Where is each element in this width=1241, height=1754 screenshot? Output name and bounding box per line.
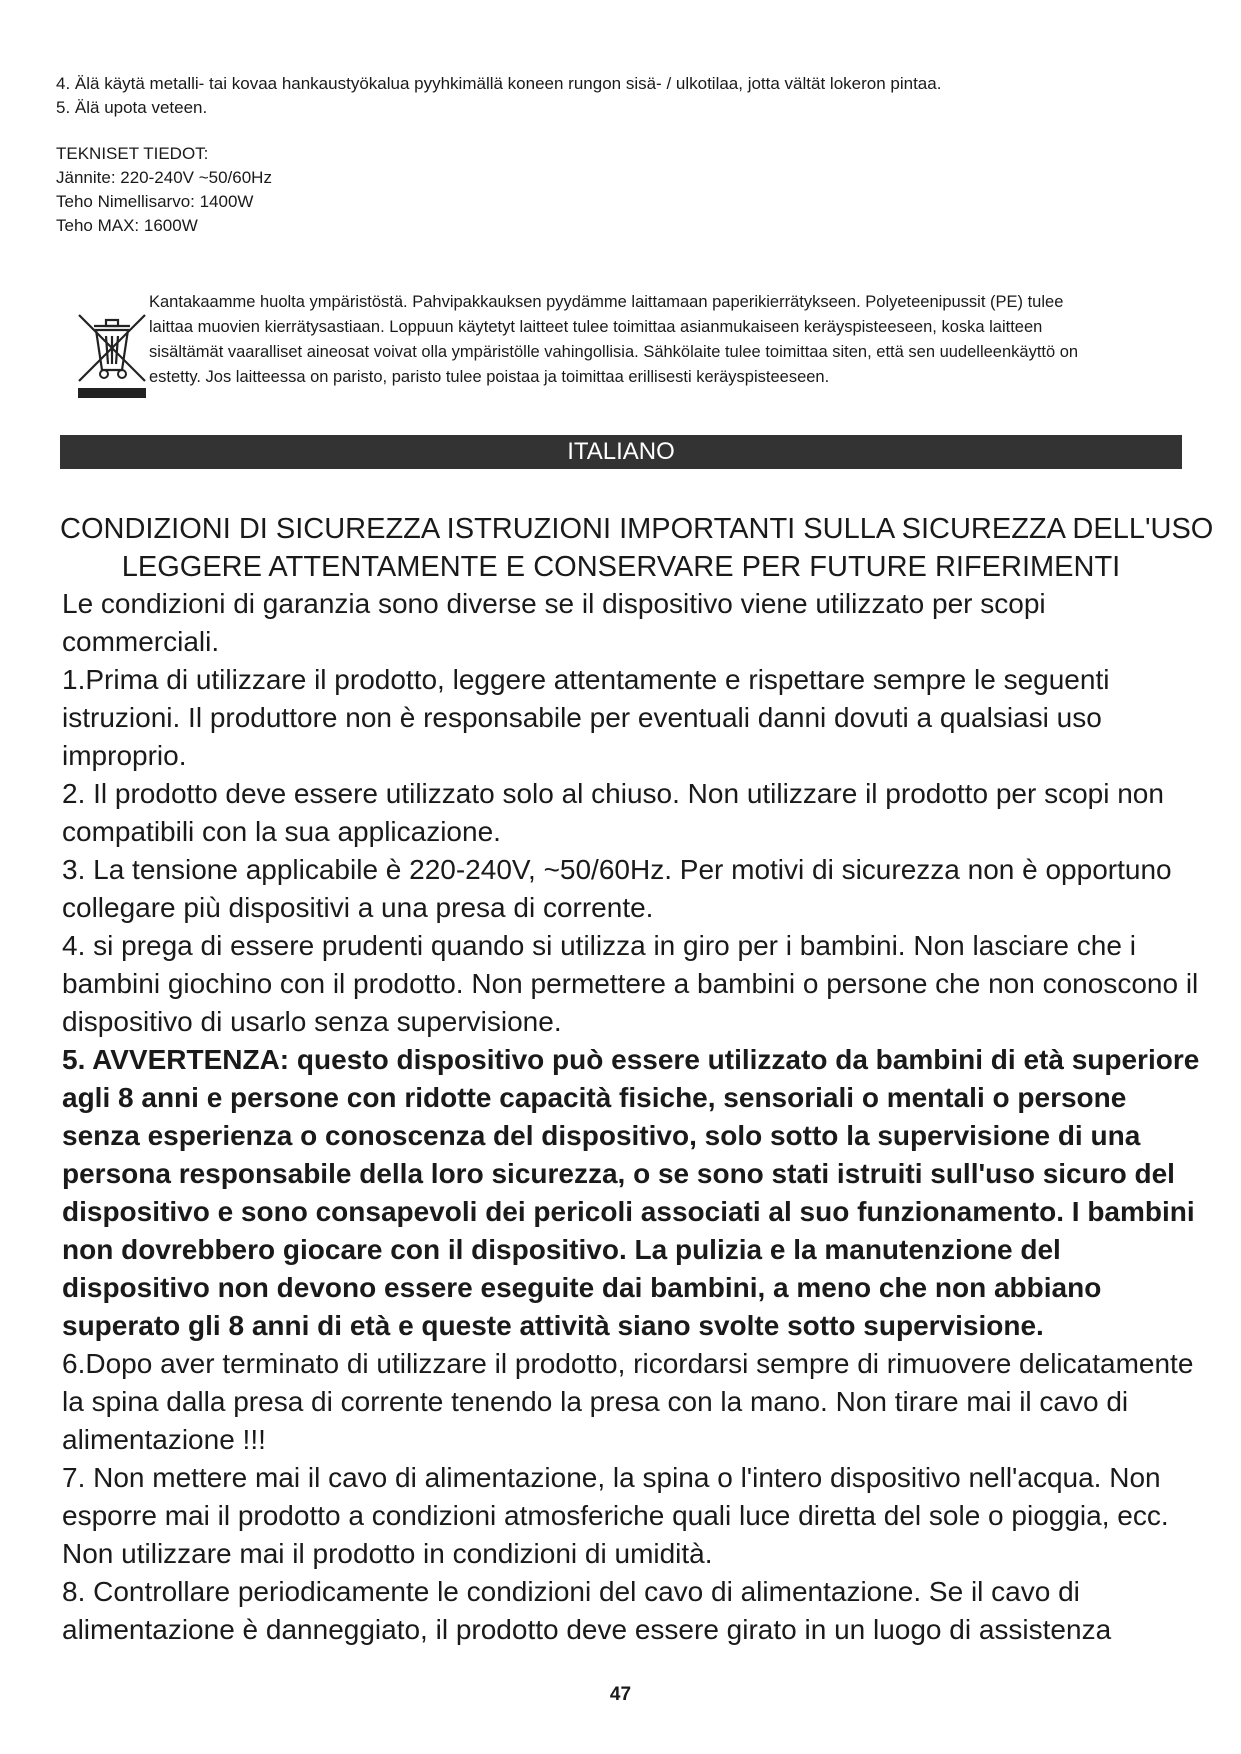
body-line: 6.Dopo aver terminato di utilizzare il prodotto, ricordarsi sempre di rimuovere delicatamente [62,1348,1194,1379]
environment-line: estetty. Jos laitteessa on paristo, paristo tulee poistaa ja toimittaa erillisesti keräyspisteeseen. [149,368,830,386]
body-line: 4. si prega di essere prudenti quando si utilizza in giro per i bambini. Non lasciare che i [62,930,1136,961]
warning-line: 5. AVVERTENZA: questo dispositivo può essere utilizzato da bambini di età superiore [62,1044,1200,1075]
page-number: 47 [609,1684,632,1705]
body-line: Le condizioni di garanzia sono diverse se il dispositivo viene utilizzato per scopi [62,588,1046,619]
environment-notice [149,290,1189,390]
environment-line: sisältämät vaaralliset aineosat voivat olla ympäristölle vahingollisia. Sähkölaite tulee toimittaa siten, että sen uudelleenkäyttö on [149,343,1079,361]
italian-safety-instructions [62,585,1200,1649]
warning-line: dispositivo non devono essere eseguite dai bambini, a meno che non abbiano [62,1272,1102,1303]
body-line: bambini giochino con il prodotto. Non permettere a bambini o persone che non conoscono il [62,968,1199,999]
care-line: 4. Älä käytä metalli- tai kovaa hankaustyökalua pyyhkimällä koneen rungon sisä- / ulkotilaa, jotta vältät lokeron pintaa. [56,74,942,93]
environment-line: Kantakaamme huolta ympäristöstä. Pahvipakkauksen pyydämme laittamaan paperikierrätykseen. Polyeteenipussit (PE) tulee [149,293,1064,311]
heading-line: CONDIZIONI DI SICUREZZA ISTRUZIONI IMPORTANTI SULLA SICUREZZA DELL'USO [60,513,1214,545]
body-line: 3. La tensione applicabile è 220-240V, ~50/60Hz. Per motivi di sicurezza non è opportuno [62,854,1172,885]
body-line: improprio. [62,740,187,771]
crossed-out-wheelie-bin-icon [76,312,148,402]
care-line: 5. Älä upota veteen. [56,98,208,117]
body-line: esporre mai il prodotto a condizioni atmosferiche quali luce diretta del sole o pioggia, ecc. [62,1500,1169,1531]
environment-line: laittaa muovien kierrätysastiaan. Loppuun käytetyt laitteet tulee toimittaa asianmukaiseen keräyspisteeseen, koska laitteen [149,318,1043,336]
warning-line: agli 8 anni e persone con ridotte capacità fisiche, sensoriali o mentali o persone [62,1082,1127,1113]
body-line: alimentazione !!! [62,1424,266,1455]
tech-specs-title: TEKNISET TIEDOT: [56,144,209,163]
body-line: dispositivo di usarlo senza supervisione. [62,1006,562,1037]
heading-line: LEGGERE ATTENTAMENTE E CONSERVARE PER FUTURE RIFERIMENTI [121,551,1121,583]
body-line: Non utilizzare mai il prodotto in condizioni di umidità. [62,1538,713,1569]
body-line: compatibili con la sua applicazione. [62,816,501,847]
tech-spec-line: Teho Nimellisarvo: 1400W [56,192,254,211]
body-line: alimentazione è danneggiato, il prodotto deve essere girato in un luogo di assistenza [62,1614,1112,1645]
body-line: 2. Il prodotto deve essere utilizzato solo al chiuso. Non utilizzare il prodotto per scopi non [62,778,1164,809]
warning-line: dispositivo e sono consapevoli dei pericoli associati al suo funzionamento. I bambini [62,1196,1195,1227]
finnish-instructions [56,72,1176,238]
warning-line: non dovrebbero giocare con il dispositivo. La pulizia e la manutenzione del [62,1234,1061,1265]
body-line: 1.Prima di utilizzare il prodotto, leggere attentamente e rispettare sempre le seguenti [62,664,1110,695]
body-line: 7. Non mettere mai il cavo di alimentazione, la spina o l'intero dispositivo nell'acqua. Non [62,1462,1161,1493]
body-line: commerciali. [62,626,220,657]
tech-spec-line: Jännite: 220-240V ~50/60Hz [56,168,272,187]
body-line: 8. Controllare periodicamente le condizioni del cavo di alimentazione. Se il cavo di [62,1576,1080,1607]
tech-spec-line: Teho MAX: 1600W [56,216,198,235]
body-line: la spina dalla presa di corrente tenendo la presa con la mano. Non tirare mai il cavo di [62,1386,1129,1417]
warning-line: superato gli 8 anni di età e queste attività siano svolte sotto supervisione. [62,1310,1044,1341]
warning-line: senza esperienza o conoscenza del dispositivo, solo sotto la supervisione di una [62,1120,1141,1151]
language-section-header: ITALIANO [60,435,1182,469]
warning-line: persona responsabile della loro sicurezza, o se sono stati istruiti sull'uso sicuro del [62,1158,1175,1189]
body-line: collegare più dispositivi a una presa di corrente. [62,892,654,923]
body-line: istruzioni. Il produttore non è responsabile per eventuali danni dovuti a qualsiasi uso [62,702,1102,733]
safety-heading [60,510,1214,586]
